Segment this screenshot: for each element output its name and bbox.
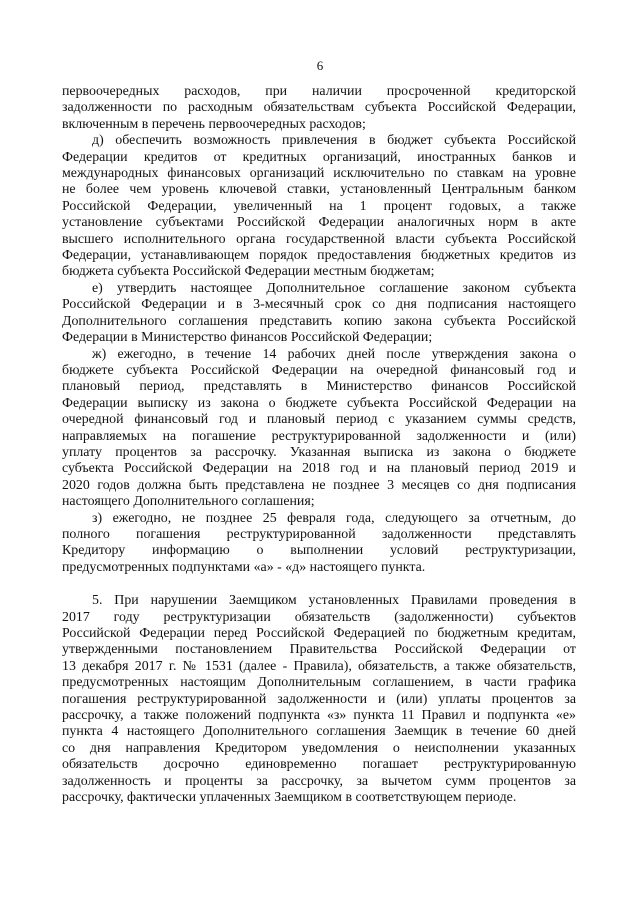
text-line: бюджета субъекта Российской Федерации местным бюджетам;	[62, 264, 435, 280]
text-line: Российской Федерации, увеличенный на 1 процент годовых, а также	[62, 198, 576, 214]
text-line: предусмотренных настоящим Дополнительным соглашением, в части графика	[62, 675, 576, 691]
paragraph	[62, 347, 576, 511]
text-line: 2020 годов должна быть представлена не позднее 3 месяцев со дня подписания	[62, 477, 576, 493]
paragraphs	[62, 84, 576, 806]
text-line: Дополнительного соглашения представить копию закона субъекта Российской	[62, 313, 576, 329]
text-line: Федерации в Министерство финансов Российской Федерации;	[62, 330, 433, 346]
text-line: 13 декабря 2017 г. № 1531 (далее - Правила), обязательств, а также обязательств,	[62, 658, 576, 674]
text-line: Российской Федерации перед Российской Федерацией по бюджетным кредитам,	[62, 626, 576, 641]
paragraph	[62, 133, 576, 281]
text-line: предусмотренных подпунктами «а» - «д» настоящего пункта.	[62, 559, 426, 575]
text-line: настоящего Дополнительного соглашения;	[62, 494, 315, 510]
text-line: установление субъектами Российской Федерации аналогичных норм в акте	[62, 215, 576, 231]
paragraph	[62, 593, 576, 806]
text-line: утвержденными постановлением Правительства Российской Федерации от	[62, 642, 576, 658]
text-line: плановый период, представлять в Министерство финансов Российской	[62, 379, 576, 395]
text-line: первоочередных расходов, при наличии просроченной кредиторской	[62, 84, 576, 99]
text-line: пункта 4 настоящего Дополнительного соглашения Заемщик в течение 60 дней	[62, 724, 576, 740]
text-line: Федерации кредитов от кредитных организаций, иностранных банков и	[62, 149, 576, 165]
text-line: не более чем уровень ключевой ставки, установленный Центральным банком	[62, 182, 576, 198]
text-line: 2017 году реструктуризации обязательств (задолженности) субъектов	[62, 609, 576, 625]
text-line: уплату процентов за рассрочку. Указанная выписка из закона о бюджете	[62, 444, 576, 460]
text-line: субъекта Российской Федерации на 2018 год и на плановый период 2019 и	[62, 461, 576, 477]
text-line: высшего исполнительного органа государственной власти субъекта Российской	[62, 231, 576, 247]
text-line: рассрочку, фактически уплаченных Заемщиком в соответствующем периоде.	[62, 790, 517, 806]
text-line: Федерации выписку из закона о бюджете субъекта Российской Федерации на	[62, 395, 576, 411]
paragraph	[62, 84, 576, 133]
text-line: международных финансовых организаций исключительно по ставкам на уровне	[62, 166, 576, 182]
text-line: бюджете субъекта Российской Федерации на очередной финансовый год и	[62, 362, 576, 378]
text-line: ж) ежегодно, в течение 14 рабочих дней после утверждения закона о	[92, 346, 576, 362]
text-line: д) обеспечить возможность привлечения в бюджет субъекта Российской	[92, 133, 576, 149]
text-line: Кредитору информацию о выполнении условий реструктуризации,	[62, 543, 576, 559]
text-line: обязательств досрочно единовременно погашает реструктурированную	[62, 757, 576, 773]
document-body	[62, 84, 576, 806]
page-number: 6	[316, 58, 324, 73]
text-line: рассрочку, а также положений подпункта «з» пункта 11 Правил и подпункта «е»	[62, 708, 576, 724]
text-line: погашения реструктурированной задолженности и (или) уплаты процентов за	[62, 691, 576, 707]
text-line: включенным в перечень первоочередных расходов;	[62, 116, 366, 132]
text-line: е) утвердить настоящее Дополнительное соглашение законом субъекта	[92, 280, 576, 296]
text-line: 5. При нарушении Заемщиком установленных Правилами проведения в	[92, 593, 576, 609]
paragraph	[62, 281, 576, 347]
paragraph-gap	[62, 576, 576, 593]
text-line: Федерации, устанавливающем порядок предоставления бюджетных кредитов из	[62, 248, 576, 264]
paragraph	[62, 511, 576, 577]
text-line: Российской Федерации и в 3-месячный срок со дня подписания настоящего	[62, 297, 576, 313]
text-line: з) ежегодно, не позднее 25 февраля года, следующего за отчетным, до	[92, 510, 576, 526]
text-line: задолженность и проценты за рассрочку, за вычетом сумм процентов за	[62, 773, 576, 789]
text-line: со дня направления Кредитором уведомления о неисполнении указанных	[62, 740, 576, 756]
text-line: очередной финансовый год и плановый период с указанием суммы средств,	[62, 412, 576, 428]
text-line: направляемых на погашение реструктурированной задолженности и (или)	[62, 428, 576, 444]
text-line: полного погашения реструктурированной задолженности представлять	[62, 526, 576, 542]
text-line: задолженности по расходным обязательствам субъекта Российской Федерации,	[62, 100, 576, 116]
